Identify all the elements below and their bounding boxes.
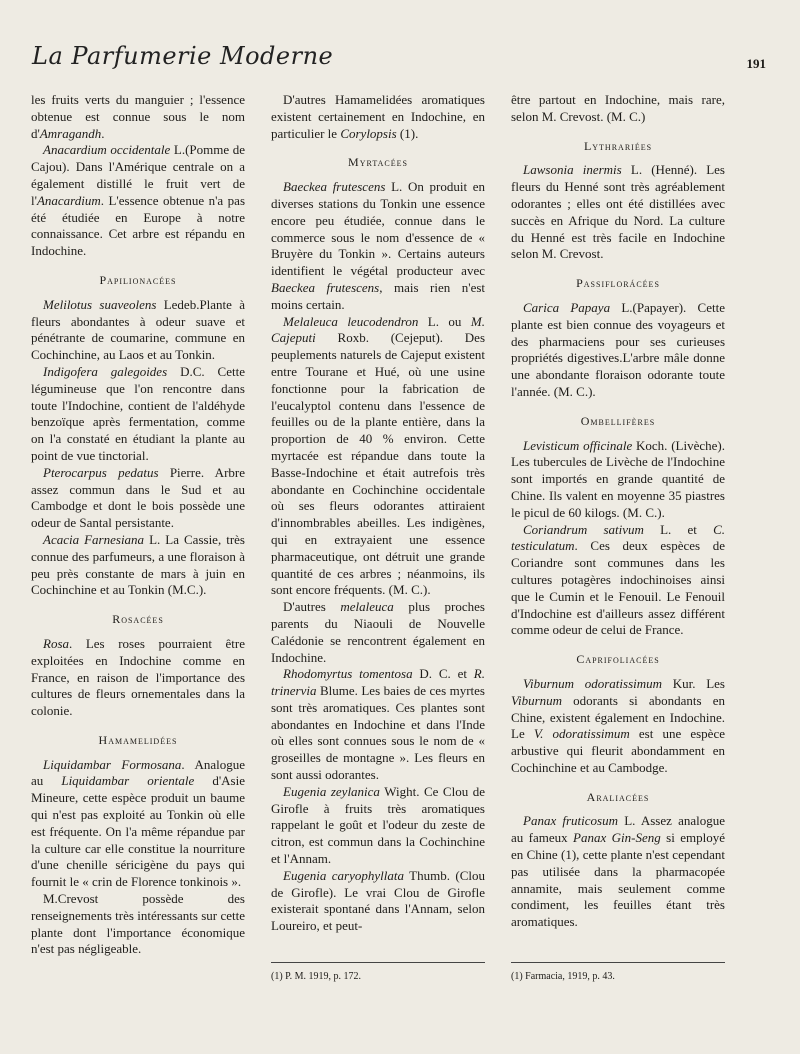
- paragraph: Liquidambar Formosana. Analogue au Liquidambar orientale d'Asie Mineure, cette espèce produit un baume qui n'est pas exploité au Tonkin où elle est fréquente. On l'a même répandue par la culture car elle constitue la nourriture d'une chenille séricigène du pays qui fournit le « crin de Florence tonkinois ».: [31, 756, 245, 890]
- species-name: Liquidambar Formosana: [43, 756, 182, 772]
- species-name: Liquidambar orientale: [61, 773, 195, 789]
- footnote-column-2: (1) P. M. 1919, p. 172.: [271, 971, 362, 982]
- page-number: 191: [746, 56, 766, 71]
- species-name: Coriandrum sativum: [523, 521, 644, 537]
- species-name: Anacardium: [36, 192, 101, 208]
- paragraph: D'autres Hamamelidées aromatiques existent certainement en Indochine, en particulier le Corylopsis (1).: [271, 92, 485, 141]
- species-name: R. trinervia: [271, 666, 485, 699]
- paragraph: Pterocarpus pedatus Pierre. Arbre assez commun dans le Sud et au Cambodge et dont le bois possède une odeur de Santal persistante.: [31, 464, 246, 531]
- species-name: Melilotus suaveolens: [43, 296, 157, 312]
- journal-title: La Parfumerie Moderne: [32, 42, 334, 70]
- paragraph: Indigofera galegoides D.C. Cette légumineuse que l'on rencontre dans toute l'Indochine, contient de l'aldéhyde benzoïque après fermentation, comme on l'a constaté en étudiant la plante au point de vue tinctorial.: [31, 363, 245, 463]
- paragraph: les fruits verts du manguier ; l'essence obtenue est connue sous le nom d'Amragandh.: [31, 92, 245, 141]
- species-name: Rhodomyrtus tomentosa: [283, 666, 413, 682]
- species-name: Baeckea frutescens: [283, 179, 386, 195]
- section-heading: Myrtacées: [348, 155, 408, 170]
- species-name: Viburnum: [511, 692, 563, 708]
- section-heading: Caprifoliacées: [576, 652, 660, 667]
- species-name: Corylopsis: [340, 125, 397, 141]
- section-heading: Ombellifères: [580, 413, 656, 428]
- species-name: Panax fruticosum: [523, 813, 619, 829]
- paragraph: Acacia Farnesiana L. La Cassie, très connue des parfumeurs, a une floraison à peu près constante de mars à juin en Cochinchine et au Tonkin (M.C.).: [31, 531, 245, 598]
- paragraph: Rosa. Les roses pourraient être exploitées en Indochine comme en France, en raison de l'importance des cultures de fleurs ornementales dans la colonie.: [31, 635, 245, 719]
- species-name: Eugenia caryophyllata: [283, 867, 404, 883]
- paragraph: Melaleuca leucodendron L. ou M. Cajeputi Roxb. (Cejeput). Des peuplements naturels de Cajeput existent entre Tourane et Hué, où une usine fonctionne pour la fabrication de l'eucalyptol contenu dans l'essence de feuilles ou de la plante entière, dans la proportion de 40 % environ. Cette myrtacée est répandue dans toute la Basse-Indochine et était autrefois très abondante en Cochinchine occidentale où ses fleurs odorantes attiraient d'innombrables abeilles. Les indigènes, qui en extrayaient une essence pharmaceutique, ont détruit une grande quantité de ces arbres ; néanmoins, ils sont encore fréquents. (M. C.).: [271, 313, 485, 598]
- paragraph: Panax fruticosum L. Assez analogue au fameux Panax Gin-Seng si employé en Chine (1), cette plante n'est cependant pas utilisée dans la pharmacopée annamite, mais seulement comme condiment, les feuilles étant très aromatiques.: [511, 813, 725, 930]
- paragraph: Carica Papaya L.(Papayer). Cette plante est bien connue des voyageurs et des pharmaciens pour ses curieuses propriétés digestives.L'arbre mâle donne une abondante floraison odorante toute l'année. (M. C.).: [511, 299, 725, 399]
- species-name: Anacardium occidentale: [43, 142, 171, 158]
- species-name: Levisticum officinale: [523, 437, 633, 453]
- species-name: Melaleuca leucodendron: [283, 313, 419, 329]
- paragraph: Coriandrum sativum L. et C. testiculatum. Ces deux espèces de Coriandre sont communes dans les cultures potagères indochinoises ainsi que le Cumin et le Fenouil. Le Fenouil d'Indochine est d'ailleurs assez différent comme odeur de celui de France.: [511, 521, 725, 638]
- species-name: Panax Gin-Seng: [573, 830, 661, 846]
- paragraph: Viburnum odoratissimum Kur. Les Viburnum odorants si abondants en Chine, existent également en Indochine. Le V. odoratissimum est une espèce arbustive qui fleurit abondamment en Cochinchine et au Cambodge.: [511, 675, 725, 775]
- paragraph: Eugenia caryophyllata Thumb. (Clou de Girofle). Le vrai Clou de Girofle existerait spontané dans l'Annam, selon Loureiro, et peut-: [271, 867, 486, 934]
- section-heading: Hamamelidées: [98, 732, 178, 747]
- species-name: melaleuca: [340, 599, 394, 615]
- section-heading: Lythrariées: [583, 138, 653, 153]
- page-header: [28, 42, 772, 80]
- footnote-rule: [271, 962, 485, 963]
- paragraph: Anacardium occidentale L.(Pomme de Cajou). Dans l'Amérique centrale on a également distillé le fruit vert de l'Anacardium. L'essence obtenue n'a pas été étudiée en Europe à notre connaissance. Cet arbre est répandu en Indochine.: [31, 142, 245, 259]
- species-name: Viburnum odoratissimum: [523, 675, 663, 691]
- species-name: Rosa: [43, 635, 69, 651]
- paragraph: Baeckea frutescens L. On produit en diverses stations du Tonkin une essence encore peu étudiée, connue dans le commerce sous le nom d'essence de « Bruyère du Tonkin ». Certains auteurs identifient le végétal producteur avec Baeckea frutescens, mais rien n'est moins certain.: [271, 179, 486, 312]
- species-name: C. testiculatum: [511, 521, 725, 554]
- column-1: [31, 92, 245, 958]
- species-name: M. Cajeputi: [271, 313, 485, 346]
- paragraph: être partout en Indochine, mais rare, selon M. Crevost. (M. C.): [511, 92, 725, 124]
- column-2: [271, 92, 485, 935]
- paragraph: D'autres melaleuca plus proches parents du Niaouli de Nouvelle Calédonie se rencontrent également en Indochine.: [271, 599, 485, 665]
- column-3: [511, 92, 725, 931]
- paragraph: Lawsonia inermis L. (Henné). Les fleurs du Henné sont très agréablement odorantes ; elles ont été distillées avec succès en Afrique du Nord. La culture du Henné est très facile en Indochine selon M. Crevost.: [511, 162, 725, 262]
- species-name: Baeckea frutescens: [271, 279, 380, 295]
- paragraph: Levisticum officinale Koch. (Livèche). Les tubercules de Livèche de l'Indochine sont importés en grande quantité de Chine. Ils valent en moyenne 35 piastres le picul de 60 kilogs. (M. C.).: [511, 437, 725, 520]
- species-name: Carica Papaya: [523, 299, 611, 315]
- species-name: V. odoratissimum: [533, 726, 630, 742]
- species-name: Amragandh: [39, 125, 102, 141]
- footnote-rule: [511, 962, 725, 963]
- section-heading: Araliacées: [586, 789, 650, 804]
- footnote-column-3: (1) Farmacia, 1919, p. 43.: [511, 971, 615, 982]
- species-name: Lawsonia inermis: [523, 162, 622, 178]
- species-name: Pterocarpus pedatus: [43, 464, 159, 480]
- paragraph: M.Crevost possède des renseignements très intéressants sur cette plante dont l'importance économique n'est pas négligeable.: [31, 891, 245, 957]
- species-name: Indigofera galegoides: [43, 363, 168, 379]
- paragraph: Melilotus suaveolens Ledeb.Plante à fleurs abondantes à odeur suave et pénétrante de coumarine, commune en Cochinchine, au Laos et au Tonkin.: [31, 296, 245, 363]
- species-name: Eugenia zeylanica: [283, 783, 380, 799]
- paragraph: Eugenia zeylanica Wight. Ce Clou de Girofle à fruits très aromatiques rappelant le goût et l'odeur du zeste de citron, est commun dans la Cochinchine et l'Annam.: [271, 783, 485, 867]
- section-heading: Papilionacées: [99, 272, 177, 287]
- section-heading: Rosacées: [112, 612, 164, 627]
- paragraph: Rhodomyrtus tomentosa D. C. et R. trinervia Blume. Les baies de ces myrtes sont très aromatiques. Ces plantes sont abondantes en Indochine et dans l'Inde où elles sont connues sous le nom de « groseilles de montagne ». Les fleurs en sont aussi odorantes.: [271, 666, 485, 783]
- species-name: Acacia Farnesiana: [43, 531, 145, 547]
- section-heading: Passiflorácées: [576, 276, 660, 291]
